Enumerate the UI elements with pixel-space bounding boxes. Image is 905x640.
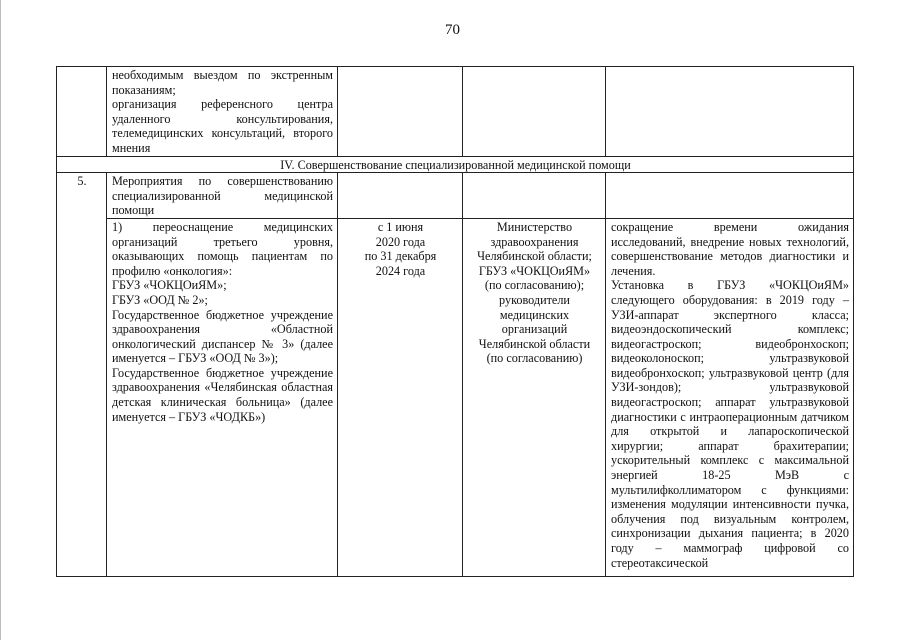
result-text bbox=[606, 218, 854, 576]
responsible-line: Челябинской области; bbox=[477, 249, 592, 264]
responsible-line: ГБУЗ «ЧОКЦОиЯМ» bbox=[478, 263, 591, 278]
period-text bbox=[338, 218, 463, 576]
period-line: 2020 года bbox=[375, 234, 426, 249]
row-number: 5. bbox=[57, 173, 107, 577]
responsible-line: руководители bbox=[499, 292, 570, 307]
period-line: по 31 декабря bbox=[364, 249, 437, 264]
responsible-line: (по согласованию); bbox=[484, 278, 585, 293]
cell-period bbox=[338, 67, 463, 157]
responsible-line: (по согласованию) bbox=[486, 351, 583, 366]
cell-result bbox=[606, 67, 854, 157]
responsible-line: здравоохранения bbox=[490, 234, 579, 249]
result-line: Установка в ГБУЗ «ЧОКЦОиЯМ» следующего оборудования: в 2019 году – УЗИ-аппарат экспертного класса; видеоэндоскопический комплекс; видеогастроскоп; видеобронхоскоп; видеоколоноскоп; ультразвуковой видеобронхоскоп; ультразвуковой центр (для УЗИ-зондов); ультразвуковой видеогастроскоп; аппарат ультразвуковой диагностики с интраоперационным датчиком для открытой и лапароскопической хирургии; аппарат брахитерапии; ускорительный комплекс с максимальной энергией 18-25 МэВ с мультилифколлиматором с функциями: изменения модуляции интенсивности пучка, облучения под визуальным контролем, синхронизации дыхания пациента; в 2020 году – маммограф цифровой со стереотаксической bbox=[611, 278, 849, 570]
cell-responsible bbox=[463, 67, 606, 157]
responsible-line: медицинских bbox=[499, 307, 570, 322]
measure-line: 1) переоснащение медицинских организаций третьего уровня, оказывающих помощь пациентам по профилю «онкология»: bbox=[112, 219, 333, 278]
responsible-line: организаций bbox=[501, 322, 568, 337]
continued-text-2: организация референсного центра удаленного консультирования, телемедицинских консультаций, второго мнения bbox=[112, 97, 333, 155]
table-row bbox=[57, 173, 854, 219]
section-header-row bbox=[57, 156, 854, 173]
cell-period-empty bbox=[338, 173, 463, 219]
row-heading: Мероприятия по совершенствованию специализированной медицинской помощи bbox=[107, 173, 338, 219]
table-row bbox=[57, 67, 854, 157]
measure-text bbox=[107, 218, 338, 576]
measure-line: Государственное бюджетное учреждение здравоохранения «Челябинская областная детская клиническая больница» (далее именуется – ГБУЗ «ЧОДКБ») bbox=[112, 365, 333, 424]
responsible-line: Челябинской области bbox=[478, 336, 591, 351]
cell-number bbox=[57, 67, 107, 157]
section-title: IV. Совершенствование специализированной медицинской помощи bbox=[57, 156, 854, 173]
period-line: 2024 года bbox=[375, 263, 426, 278]
page-edge bbox=[0, 0, 1, 640]
measure-line: Государственное бюджетное учреждение здравоохранения «Областной онкологический диспансер № 3» (далее именуется – ГБУЗ «ООД № 3»); bbox=[112, 307, 333, 366]
cell-responsible-empty bbox=[463, 173, 606, 219]
measure-line: ГБУЗ «ООД № 2»; bbox=[112, 292, 208, 307]
cell-measure-continued bbox=[107, 67, 338, 157]
page-number: 70 bbox=[445, 22, 460, 38]
measures-table bbox=[56, 66, 854, 577]
period-line: с 1 июня bbox=[377, 219, 424, 234]
continued-text-1: необходимым выездом по экстренным показаниям; bbox=[112, 68, 333, 97]
responsible-text bbox=[463, 218, 606, 576]
measure-line: ГБУЗ «ЧОКЦОиЯМ»; bbox=[112, 278, 227, 293]
responsible-line: Министерство bbox=[496, 219, 573, 234]
result-line: сокращение времени ожидания исследований, внедрение новых технологий, совершенствование методов диагностики и лечения. bbox=[611, 219, 849, 278]
cell-result-empty bbox=[606, 173, 854, 219]
table-row bbox=[57, 218, 854, 576]
